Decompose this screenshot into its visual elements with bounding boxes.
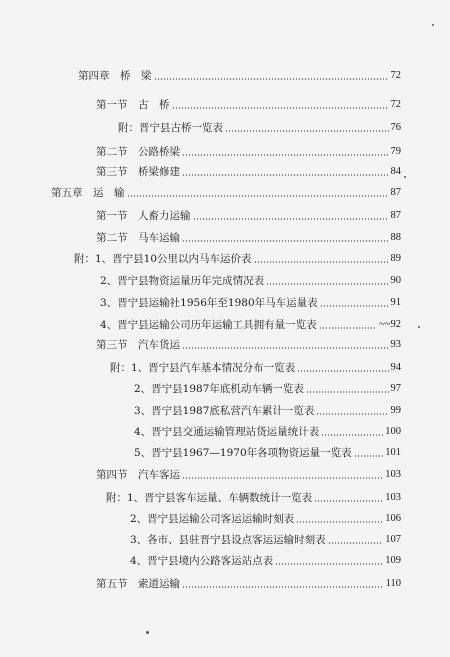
toc-page-number: 91	[390, 297, 401, 308]
dot-leader	[320, 305, 389, 307]
toc-page-number: 89	[390, 253, 401, 264]
toc-line-appendix	[130, 510, 401, 528]
toc-line-sec2	[96, 229, 401, 247]
toc-page-number: 87	[390, 187, 401, 198]
dot-leader	[182, 347, 389, 349]
dot-leader	[154, 78, 389, 80]
toc-page-number: 88	[390, 232, 401, 243]
dot-leader	[182, 174, 389, 176]
toc-line-appendix	[130, 531, 401, 549]
dot-leader	[316, 413, 388, 415]
toc-line-ch4	[78, 67, 401, 85]
toc-label: 附：1、晋宁县客车运量、车辆数统计一览表	[106, 492, 313, 504]
toc-label: 第五节 索道运输	[96, 578, 180, 590]
toc-label: 第一节 古 桥	[96, 99, 170, 111]
toc-line-appendix	[134, 402, 401, 420]
dot-leader	[127, 195, 389, 197]
toc-label: 3、各市、县驻晋宁县设点客运运输时刻表	[130, 534, 326, 546]
toc-label: 4、晋宁县交通运输管理站货运量统计表	[134, 426, 320, 438]
toc-page-number: 110	[385, 578, 401, 589]
toc-label: 第二节 马车运输	[96, 232, 180, 244]
dot-leader	[319, 327, 377, 329]
dot-leader	[328, 542, 384, 544]
toc-page-number: 94	[390, 362, 401, 373]
dot-leader	[182, 477, 383, 479]
toc-line-appendix	[130, 552, 401, 570]
toc-line-sec2	[96, 143, 401, 161]
toc-page-number: 109	[385, 555, 401, 566]
toc-page-number: 103	[385, 469, 401, 480]
toc-label: 4、晋宁县运输公司历年运输工具拥有量一览表	[100, 319, 317, 331]
toc-page-number: 107	[385, 534, 401, 545]
dot-leader	[225, 130, 389, 132]
toc-page-number: 101	[385, 447, 401, 458]
toc-line-appendix	[134, 423, 401, 441]
toc-label: 4、晋宁县境内公路客运站点表	[130, 555, 274, 567]
toc-line-sec3	[96, 336, 401, 354]
dot-leader	[254, 261, 389, 263]
scan-speck	[146, 631, 149, 634]
toc-page-number: 76	[390, 122, 401, 133]
toc-line-appendix	[100, 294, 401, 312]
toc-page-number: 100	[385, 426, 401, 437]
toc-line-appendix	[100, 316, 401, 334]
toc-page-number: 106	[385, 513, 401, 524]
scan-speck	[404, 176, 406, 178]
toc-label: 第五章 运 输	[51, 187, 125, 199]
toc-line-appendix	[134, 380, 401, 398]
toc-label: 第四节 汽车客运	[96, 469, 180, 481]
toc-label: 2、晋宁县1987年底机动车辆一览表	[134, 383, 304, 395]
toc-page-number: 93	[390, 339, 401, 350]
dot-leader	[182, 586, 384, 588]
toc-page-number: 84	[390, 166, 401, 177]
toc-line-sec1	[96, 96, 401, 114]
toc-line-sec3	[96, 163, 401, 181]
toc-line-appendix	[74, 250, 401, 268]
toc-page-number: 97	[390, 383, 401, 394]
toc-page-number: 79	[390, 146, 401, 157]
dot-leader	[306, 391, 389, 393]
toc-page-number: ~~92	[379, 319, 401, 330]
dot-leader	[297, 370, 388, 372]
toc-label: 第三节 汽车货运	[96, 339, 180, 351]
toc-label: 2、晋宁县运输公司客运运输时刻表	[130, 513, 295, 525]
toc-page-number: 87	[390, 210, 401, 221]
toc-line-appendix	[118, 119, 401, 137]
toc-label: 附：晋宁县古桥一览表	[118, 122, 223, 134]
toc-page-number: 103	[385, 492, 401, 503]
dot-leader	[182, 154, 389, 156]
scan-speck	[418, 326, 420, 328]
toc-label: 3、晋宁县1987底私营汽车累计一览表	[134, 405, 315, 417]
toc-label: 5、晋宁县1967—1970年各项物资运量一览表	[134, 447, 352, 459]
toc-label: 附：1、晋宁县汽车基本情况分布一览表	[110, 362, 296, 374]
toc-page-number: 72	[390, 70, 401, 81]
toc-line-sec5	[96, 575, 401, 593]
toc-label: 第三节 桥梁修建	[96, 166, 180, 178]
toc-line-appendix	[134, 444, 401, 462]
dot-leader	[314, 500, 383, 502]
toc-label: 3、晋宁县运输社1956年至1980年马车运量表	[100, 297, 318, 309]
toc-line-ch5	[51, 184, 401, 202]
toc-label: 附：1、晋宁县10公里以内马车运价表	[74, 253, 252, 265]
dot-leader	[275, 563, 383, 565]
toc-page-number: 72	[390, 99, 401, 110]
toc-label: 第四章 桥 梁	[78, 70, 152, 82]
dot-leader	[193, 218, 389, 220]
scan-speck	[432, 24, 434, 26]
toc-line-appendix	[106, 489, 401, 507]
toc-line-sec1	[96, 207, 401, 225]
dot-leader	[182, 240, 389, 242]
dot-leader	[321, 434, 383, 436]
dot-leader	[266, 283, 388, 285]
toc-label: 第二节 公路桥梁	[96, 146, 180, 158]
toc-page-number: 99	[390, 405, 401, 416]
toc-label: 第一节 人畜力运输	[96, 210, 191, 222]
toc-line-appendix	[110, 359, 401, 377]
toc-line-appendix	[100, 272, 401, 290]
toc-line-sec4	[96, 466, 401, 484]
dot-leader	[172, 107, 389, 109]
dot-leader	[296, 521, 383, 523]
dot-leader	[354, 455, 384, 457]
toc-page-number: 90	[390, 275, 401, 286]
toc-label: 2、晋宁县物资运量历年完成情况表	[100, 275, 265, 287]
